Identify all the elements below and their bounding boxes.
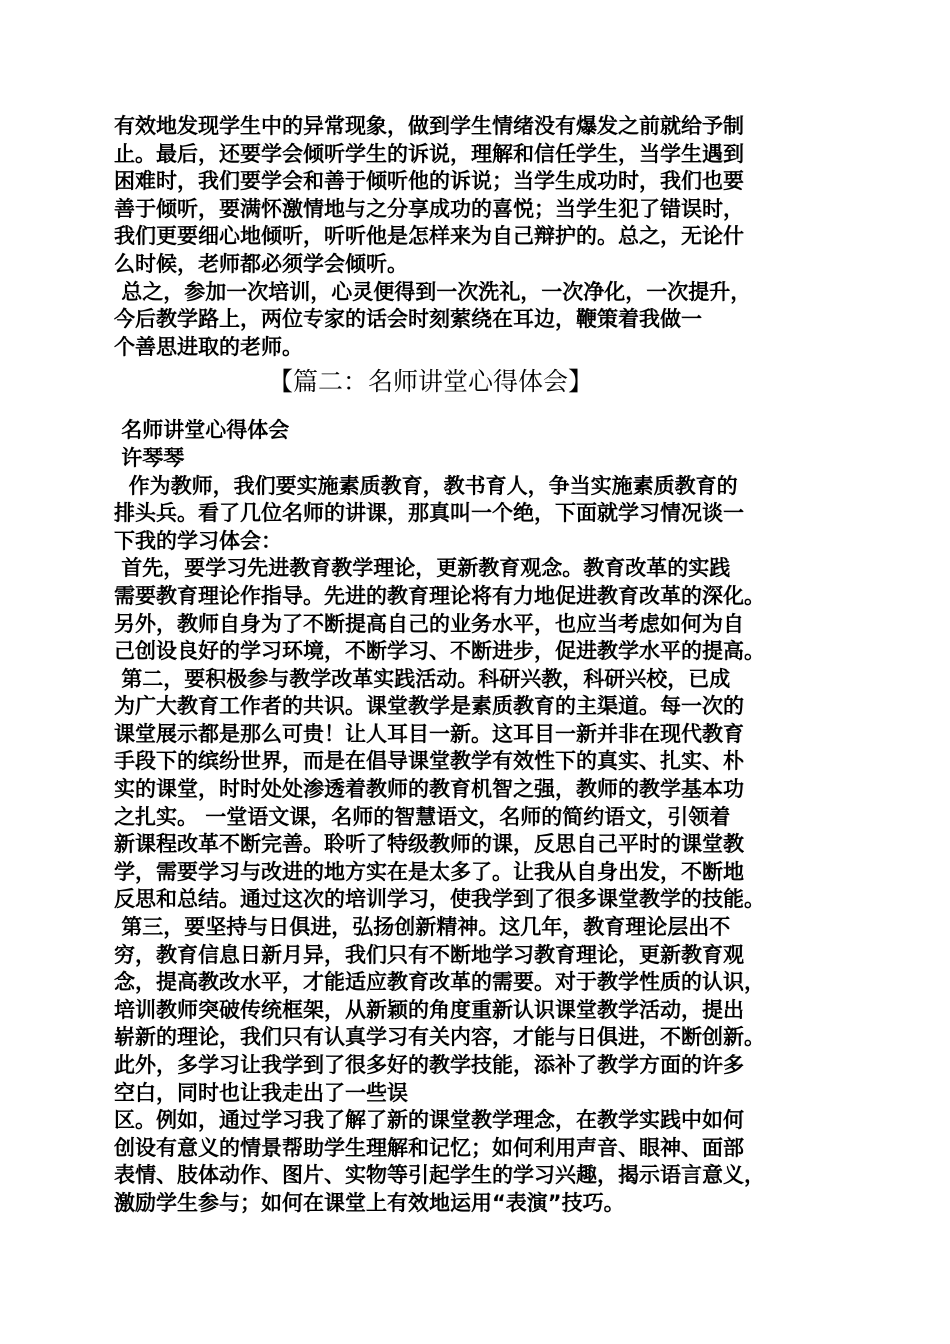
text-line: 空白，同时也让我走出了一些误 [114,1080,408,1105]
text-line: 新课程改革不断完善。聆听了特级教师的课，反思自己平时的课堂教 [114,832,744,857]
text-line: 己创设良好的学习环境，不断学习、不断进步，促进教学水平的提高。 [114,639,765,664]
text-line: 么时候，老师都必须学会倾听。 [114,251,408,276]
text-line: 激励学生参与；如何在课堂上有效地运用“表演”技巧。 [114,1190,625,1215]
text-line: 第三，要坚持与日俱进，弘扬创新精神。这几年，教育理论层出不 [114,915,731,940]
text-line: 善于倾听，要满怀激情地与之分享成功的喜悦；当学生犯了错误时， [114,196,744,221]
text-line: 下我的学习体会： [114,528,282,553]
text-line: 名师讲堂心得体会 [114,418,290,443]
text-line: 为广大教育工作者的共识。课堂教学是素质教育的主渠道。每一次的 [114,694,744,719]
text-line: 手段下的缤纷世界，而是在倡导课堂教学有效性下的真实、扎实、朴 [114,749,744,774]
document-page [114,113,854,1218]
text-line: 第二，要积极参与教学改革实践活动。科研兴教，科研兴校，已成 [114,666,731,691]
text-line: 个善思进取的老师。 [114,334,303,359]
essay-two-body [114,417,854,1217]
text-line: 有效地发现学生中的异常现象，做到学生情绪没有爆发之前就给予制 [114,114,744,138]
text-line: 课堂展示都是那么可贵！让人耳目一新。这耳目一新并非在现代教育 [114,721,744,746]
text-line: 今后教学路上，两位专家的话会时刻萦绕在耳边，鞭策着我做一 [114,307,702,332]
text-line: 作为教师，我们要实施素质教育，教书育人，争当实施素质教育的 [114,473,738,498]
text-line: 创设有意义的情景帮助学生理解和记忆；如何利用声音、眼神、面部 [114,1135,744,1160]
text-line: 止。最后，还要学会倾听学生的诉说，理解和信任学生，当学生遇到 [114,141,744,166]
text-line: 许琴琴 [114,445,185,470]
essay-one-conclusion [114,113,854,361]
text-line: 需要教育理论作指导。先进的教育理论将有力地促进教育改革的深化。 [114,583,765,608]
section-heading: 【篇二：名师讲堂心得体会】 [268,367,594,397]
text-line: 总之，参加一次培训，心灵便得到一次洗礼，一次净化，一次提升， [114,279,752,304]
text-line: 此外，多学习让我学到了很多好的教学技能，添补了教学方面的许多 [114,1053,744,1077]
text-line: 实的课堂，时时处处渗透着教师的教育机智之强，教师的教学基本功 [114,777,744,802]
text-line: 首先，要学习先进教育教学理论，更新教育观念。教育改革的实践 [114,556,731,581]
text-line: 困难时，我们要学会和善于倾听他的诉说；当学生成功时，我们也要 [114,169,744,194]
text-line: 培训教师突破传统框架，从新颖的角度重新认识课堂教学活动，提出 [114,997,744,1022]
text-line: 念，提高教改水平，才能适应教育改革的需要。对于教学性质的认识， [114,970,765,995]
text-line: 反思和总结。通过这次的培训学习，使我学到了很多课堂教学的技能。 [114,887,765,912]
text-line: 区。例如，通过学习我了解了新的课堂教学理念，在教学实践中如何 [114,1108,744,1133]
text-line: 学，需要学习与改进的地方实在是太多了。让我从自身出发，不断地 [114,859,744,884]
text-line: 崭新的理论，我们只有认真学习有关内容，才能与日俱进，不断创新。 [114,1025,765,1050]
text-line: 表情、肢体动作、图片、实物等引起学生的学习兴趣，揭示语言意义， [114,1163,765,1188]
text-line: 我们更要细心地倾听，听听他是怎样来为自己辩护的。总之，无论什 [114,224,744,249]
text-line: 穷，教育信息日新月异，我们只有不断地学习教育理论，更新教育观 [114,942,744,967]
text-line: 排头兵。看了几位名师的讲课，那真叫一个绝，下面就学习情况谈一 [114,501,744,526]
text-line: 另外，教师自身为了不断提高自己的业务水平，也应当考虑如何为自 [114,611,744,636]
text-line: 之扎实。 一堂语文课，名师的智慧语文，名师的简约语文，引领着 [114,804,731,829]
